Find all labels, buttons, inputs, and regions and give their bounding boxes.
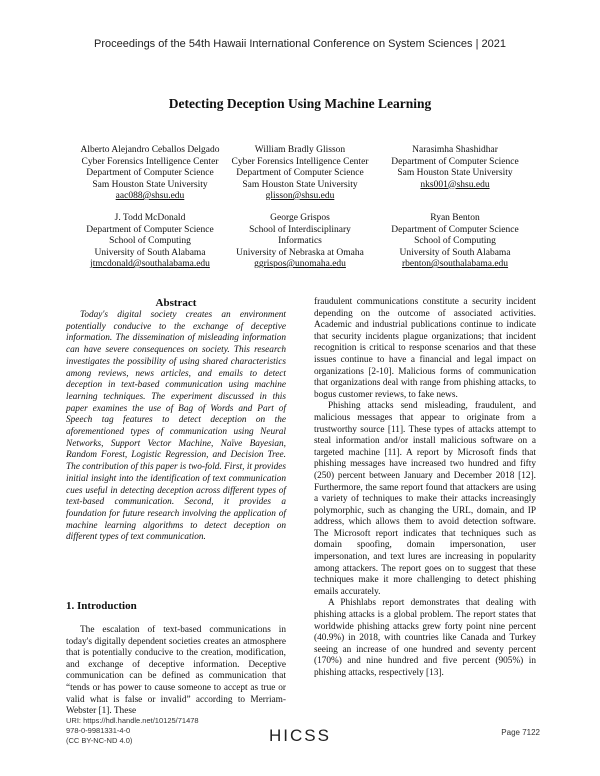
author-name: J. Todd McDonald <box>114 213 186 223</box>
author-affiliation: Informatics <box>278 236 322 246</box>
author-name: Alberto Alejandro Ceballos Delgado <box>80 145 220 155</box>
abstract-heading: Abstract <box>155 297 197 309</box>
author-affiliation: Department of Computer Science <box>391 224 519 235</box>
author-affiliation: Sam Houston State University <box>92 179 208 190</box>
page-number: Page 7122 <box>501 728 540 737</box>
paragraph: Phishing attacks send misleading, fraudulent, and malicious messages that appear to originate from a trustworthy source [11]. These types of attacks attempt to steal information and/or install malicious software on a targeted machine [11]. A report by Microsoft finds that phishing messages have increased two hundred and fifty (250) percent between January and December 2018 [12]. Furthermore, the same report found that attackers are using a variety of techniques to make their attacks increasingly polymorphic, such as changing the URL, domain, and IP address, which allows them to avoid detection software. The Microsoft report indicates that techniques such as domain spoofing, domain impersonation, user impersonation, and text lures are increasing in popularity among attackers. The report goes on to suggest that these techniques make it more challenging to detect phishing emails accurately. <box>314 401 536 597</box>
paragraph: The escalation of text-based communications in today's digitally dependent societies creates an atmosphere that is potentially conducive to the creation, modification, and exchange of deceptive information. Deceptive communication can be defined as communication that “tends or has power to cause someone to accept as true or valid what is false or invalid” according to Merriam-Webster [1]. These <box>66 625 286 717</box>
author-name: George Grispos <box>270 213 330 223</box>
footer-license: (CC BY-NC-ND 4.0) <box>66 736 133 745</box>
abstract-text: Today's digital society creates an environment potentially conducive to the exchange of deceptive information. The dissemination of misleading information can have severe consequences on society. This research investigates the possibility of using shared characteristics among reviews, news articles, and emails to detect deception in text-based communication using machine learning techniques. The experiment discussed in this paper examines the use of Bag of Words and Part of Speech tag features to detect deception on the aforementioned types of communication using Neural Networks, Support Vector Machine, Naïve Bayesian, Random Forest, Logistic Regression, and Decision Tree. The contribution of this paper is two-fold. First, it provides initial insight into the identification of text communication cues useful in detecting deception across different types of text-based communication. Second, it provides a foundation for future research involving the application of machine learning algorithms to detect deception on different types of text communication. <box>66 310 286 543</box>
proceedings-header: Proceedings of the 54th Hawaii International Conference on System Sciences | 2021 <box>94 38 506 50</box>
author-name: William Bradly Glisson <box>254 145 346 155</box>
section-heading: 1. Introduction <box>66 600 137 612</box>
hicss-logo: HICSS <box>269 726 331 745</box>
author-block <box>360 145 550 191</box>
author-affiliation: Sam Houston State University <box>397 168 513 178</box>
author-email[interactable]: nks001@shsu.edu <box>420 179 490 190</box>
paragraph: fraudulent communications constitute a security incident depending on the outcome of associated activities. Academic and industrial publications continue to indicate that security incidents plague organizations; that incident recognition is critical to response scenarios and that these issues continue to have a financial and legal impact on organizations [2-10]. Malicious forms of communication that organizations deal with range from phishing attacks, to bogus customer reviews, to fake news. <box>314 297 536 400</box>
author-affiliation: Cyber Forensics Intelligence Center <box>81 156 219 167</box>
author-affiliation: Department of Computer Science <box>86 224 214 235</box>
author-affiliation: Sam Houston State University <box>242 179 358 190</box>
author-affiliation: Department of Computer Science <box>236 168 364 178</box>
intro-column <box>66 625 286 718</box>
author-affiliation: School of Computing <box>109 236 191 246</box>
author-affiliation: University of Nebraska at Omaha <box>236 247 364 258</box>
author-name: Ryan Benton <box>430 213 480 223</box>
author-email[interactable]: ggrispos@unomaha.edu <box>254 259 346 269</box>
author-affiliation: University of South Alabama <box>399 247 511 258</box>
author-email[interactable]: jtmcdonald@southalabama.edu <box>90 259 210 269</box>
footer-info <box>66 716 266 746</box>
paper-title: Detecting Deception Using Machine Learning <box>168 96 432 111</box>
paragraph: A Phishlabs report demonstrates that dealing with phishing attacks is a global problem. The report states that worldwide phishing attacks grew forty point nine percent (40.9%) in 2018, with countries like Canada and Turkey seeing an increase of one hundred and seventy percent (170%) and nine hundred and five percent (905%) in phishing attacks, respectively [13]. <box>314 598 536 678</box>
footer-uri[interactable]: URI: https://hdl.handle.net/10125/71478 <box>66 716 199 725</box>
author-affiliation: Department of Computer Science <box>391 156 519 167</box>
author-block <box>360 213 550 271</box>
author-affiliation: School of Interdisciplinary <box>249 224 351 235</box>
author-affiliation: Cyber Forensics Intelligence Center <box>231 156 369 167</box>
author-email[interactable]: aac088@shsu.edu <box>115 191 185 201</box>
footer-isbn: 978-0-9981331-4-0 <box>66 726 131 735</box>
author-affiliation: School of Computing <box>414 236 496 246</box>
right-column <box>314 297 536 680</box>
author-name: Narasimha Shashidhar <box>412 145 498 155</box>
author-email[interactable]: glisson@shsu.edu <box>265 191 335 201</box>
author-affiliation: University of South Alabama <box>94 247 206 258</box>
author-email[interactable]: rbenton@southalabama.edu <box>401 259 509 269</box>
author-affiliation: Department of Computer Science <box>86 168 214 178</box>
